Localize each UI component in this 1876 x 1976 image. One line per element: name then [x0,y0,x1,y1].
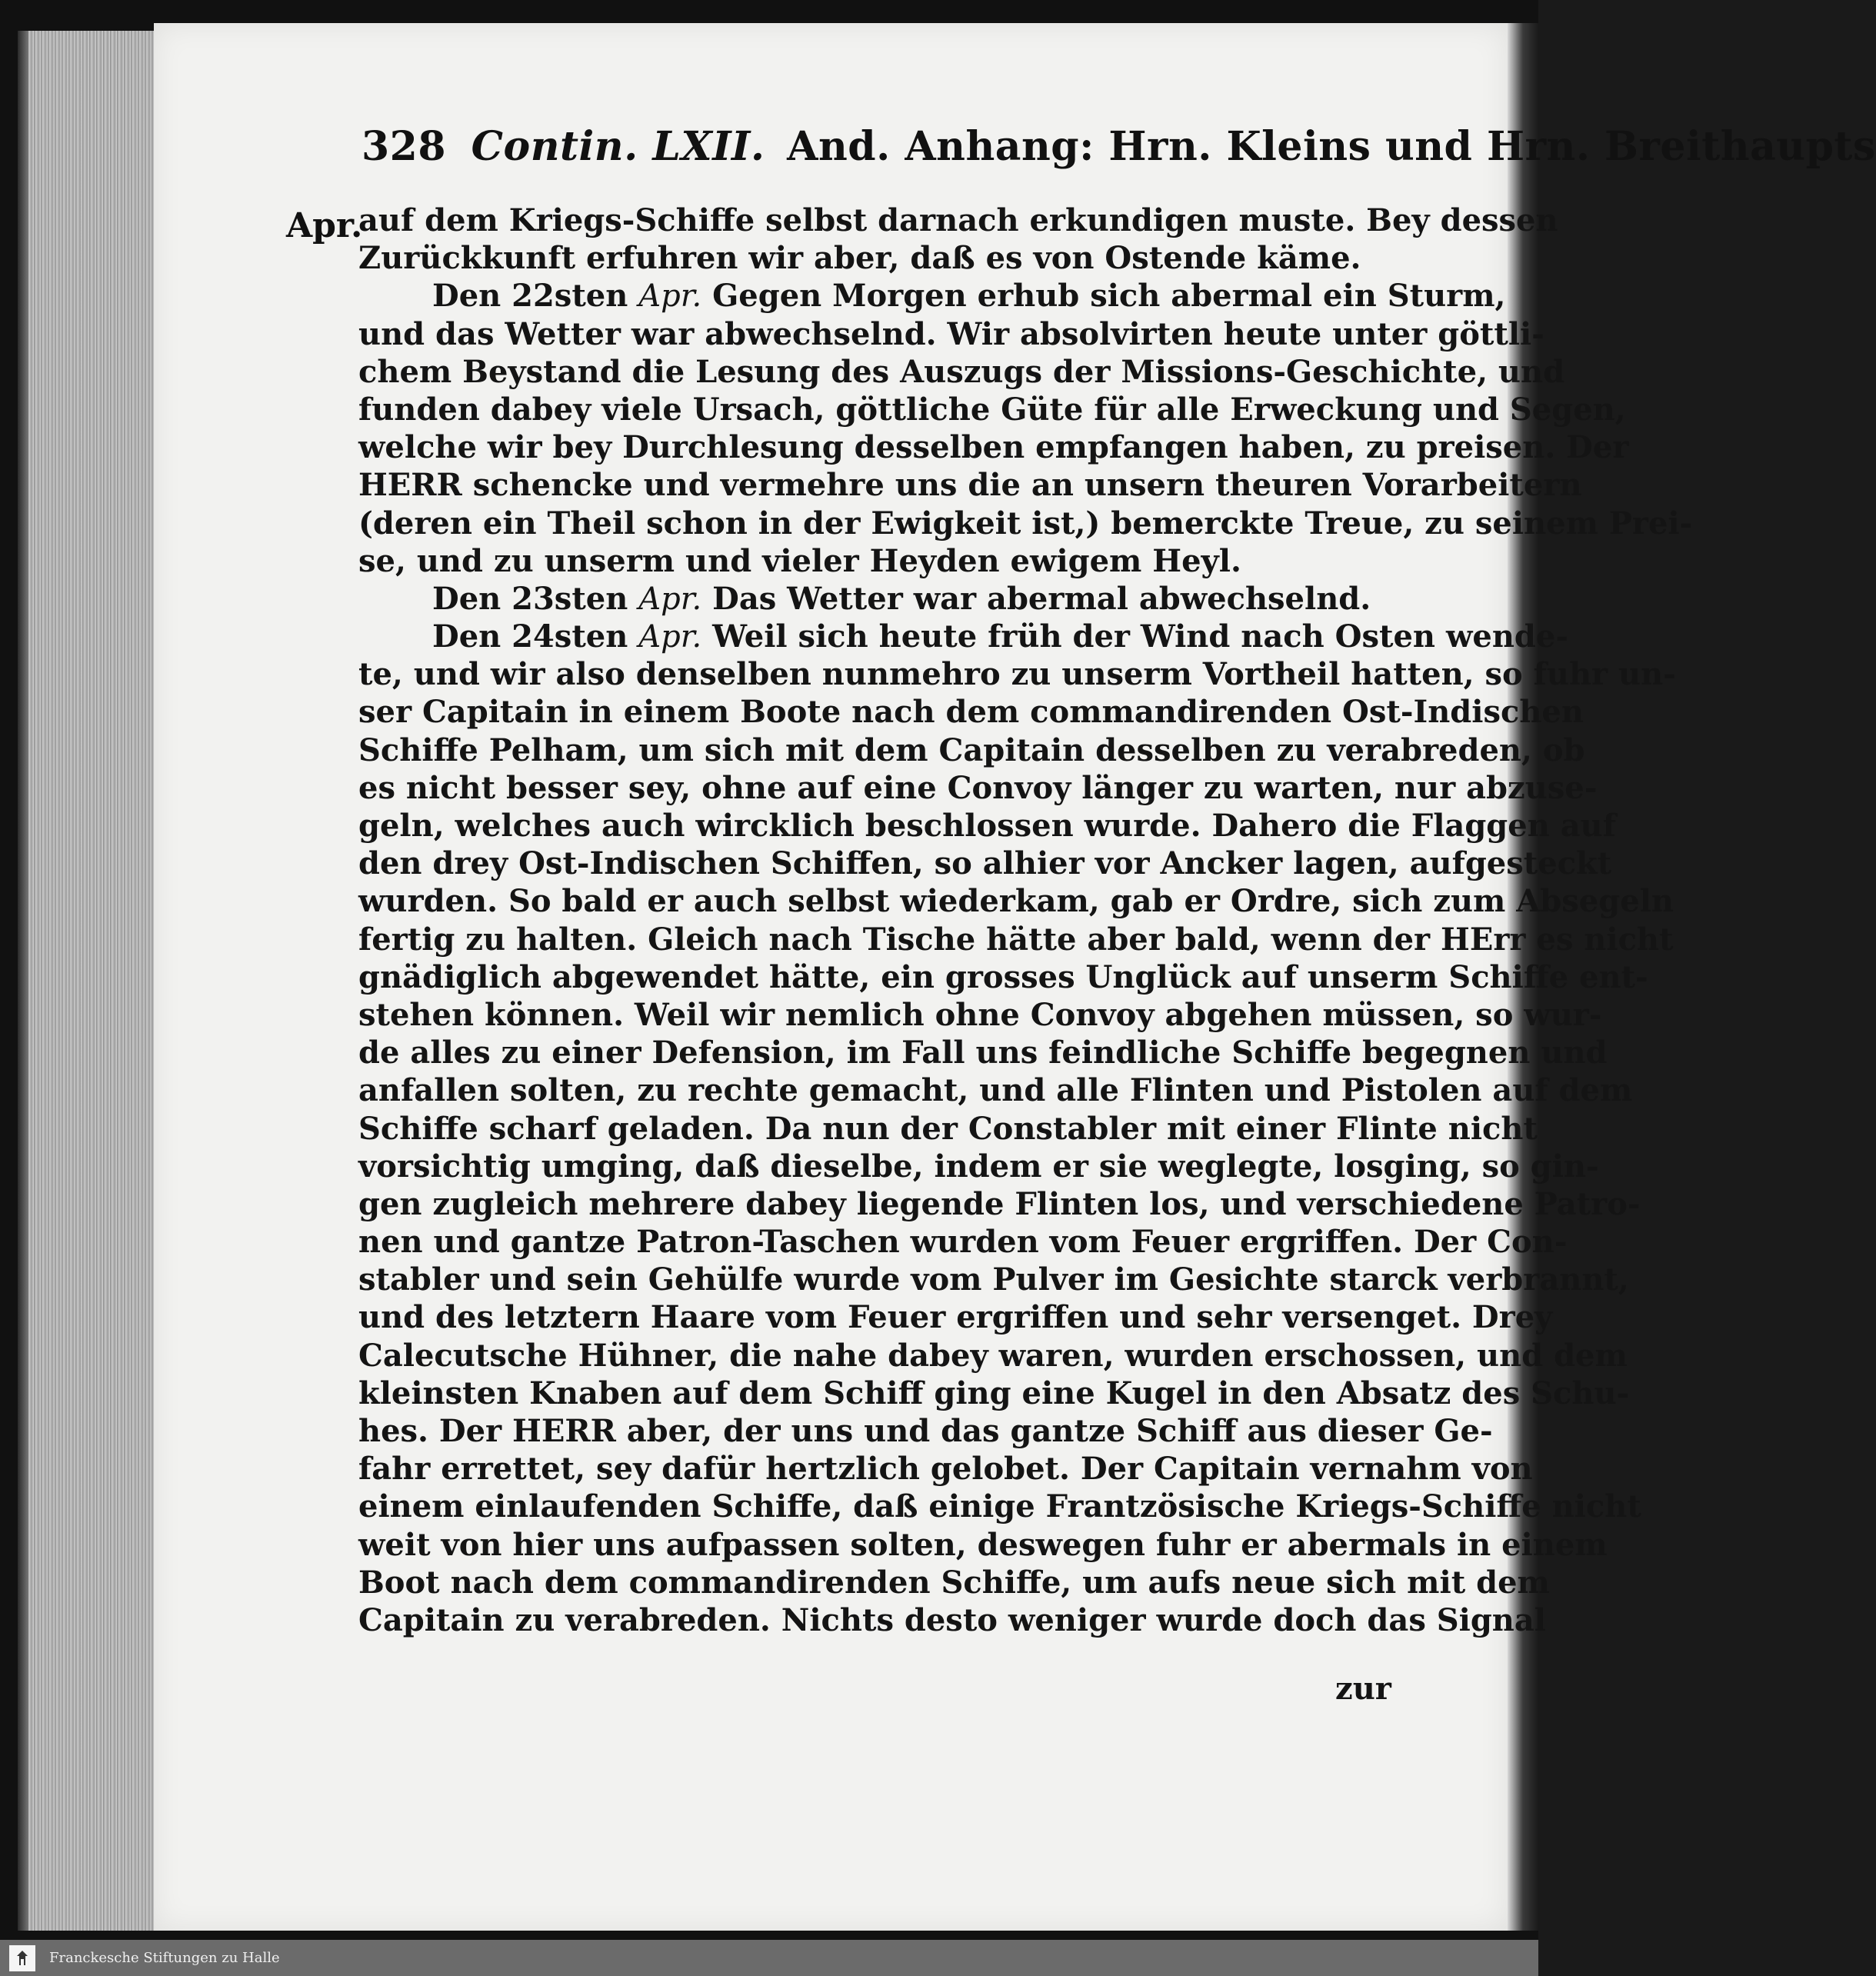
book-page-edges [27,31,155,1931]
text-line [358,769,1598,807]
text-line [358,277,1506,315]
text-line [358,845,1612,882]
text-line [358,315,1544,353]
text-segment: de alles zu einer Defension, im Fall uns feindliche Schiffe begegnen und [358,1035,1608,1071]
text-segment: anfallen solten, zu rechte gemacht, und alle Flinten und Pistolen auf dem [358,1072,1633,1109]
text-segment: es nicht besser sey, ohne auf eine Convoy länger zu warten, nur abzuse- [358,769,1598,806]
text-segment: se, und zu unserm und vieler Heyden ewigem Heyl. [358,542,1241,579]
text-segment: stabler und sein Gehülfe wurde vom Pulver im Gesichte starck verbrannt, [358,1261,1629,1298]
text-segment: chem Beystand die Lesung des Auszugs der Missions-Geschichte, und [358,353,1565,390]
text-segment: vorsichtig umging, daß dieselbe, indem er sie weglegte, losging, so gin- [358,1148,1599,1185]
text-segment: Weil sich heute früh der Wind nach Osten wende- [701,618,1568,655]
text-line [358,428,1629,466]
text-line [358,239,1389,277]
text-segment: hes. Der HERR aber, der uns und das gantze Schiff aus dieser Ge- [358,1413,1493,1449]
text-segment: auf dem Kriegs-Schiffe selbst darnach erkundigen muste. Bey dessen [358,202,1558,238]
text-line [358,391,1626,428]
text-segment: fertig zu halten. Gleich nach Tische hätte aber bald, wenn der HErr es nicht [358,921,1674,958]
text-line [358,1298,1553,1336]
text-line [358,466,1582,504]
text-segment: den drey Ost-Indischen Schiffen, so alhier vor Ancker lagen, aufgesteckt [358,845,1612,882]
footer-bar [0,1940,1538,1976]
text-line [358,353,1565,391]
text-segment: Den 22sten [432,278,639,315]
text-segment: gnädiglich abgewendet hätte, ein grosses Unglück auf unserm Schiffe ent- [358,958,1648,995]
running-head [362,123,1876,170]
text-line [358,1337,1628,1375]
text-segment: und das Wetter war abwechselnd. Wir absolvirten heute unter göttli- [358,315,1544,352]
continuation-label: Contin. LXII. [471,123,765,170]
page-number: 328 [362,123,447,170]
text-segment: (deren ein Theil schon in der Ewigkeit ist,) bemerckte Treue, zu seinem Prei- [358,505,1693,541]
text-segment: Gegen Morgen erhub sich abermal ein Sturm, [701,278,1506,315]
text-line [358,693,1584,731]
running-head-title: And. Anhang: Hrn. Kleins und Hrn. Breithaupts [787,123,1876,170]
text-segment: Den 24sten [432,618,639,655]
text-line [358,1261,1629,1298]
text-segment: ser Capitain in einem Boote nach dem commandirenden Ost-Indischen [358,694,1584,731]
text-segment: Calecutsche Hühner, die nahe dabey waren, wurden erschossen, und dem [358,1337,1628,1374]
text-segment: funden dabey viele Ursach, göttliche Güte für alle Erweckung und Segen, [358,391,1626,428]
footer-institution: Franckesche Stiftungen zu Halle [49,1950,280,1966]
text-segment: weit von hier uns aufpassen solten, deswegen fuhr er abermals in einem [358,1526,1608,1563]
text-line [358,1148,1599,1185]
text-segment: Capitain zu verabreden. Nichts desto weniger wurde doch das Signal [358,1601,1547,1638]
text-segment: kleinsten Knaben auf dem Schiff ging eine Kugel in den Absatz des Schu- [358,1375,1630,1411]
text-segment: Den 23sten [432,580,639,617]
text-segment: Schiffe Pelham, um sich mit dem Capitain desselben zu verabreden, ob [358,731,1585,768]
margin-note: Apr. [286,206,363,245]
text-line [358,1526,1608,1564]
text-line [358,542,1389,580]
foundation-logo-icon [9,1945,35,1971]
text-segment: und des letztern Haare vom Feuer ergriffen und sehr versenget. Drey [358,1299,1553,1336]
text-line [358,958,1648,996]
text-line [358,807,1616,845]
text-segment: HERR schencke und vermehre uns die an unsern theuren Vorarbeitern [358,467,1582,504]
text-segment: Schiffe scharf geladen. Da nun der Constabler mit einer Flinte nicht [358,1110,1538,1147]
text-segment: gen zugleich mehrere dabey liegende Flinten los, und verschiedene Patro- [358,1185,1641,1222]
text-line [358,1564,1550,1601]
text-line [358,1110,1538,1148]
text-line [358,1071,1633,1109]
text-segment: welche wir bey Durchlesung desselben empfangen haben, zu preisen. Der [358,429,1629,466]
text-line [358,1412,1493,1450]
text-segment: Zurückkunft erfuhren wir aber, daß es von Ostende käme. [358,240,1361,277]
text-line [358,731,1585,769]
text-line [358,1488,1641,1525]
text-line [358,882,1674,920]
text-line [358,1034,1608,1071]
text-line [358,1223,1568,1261]
text-line [358,921,1674,958]
text-segment: nen und gantze Patron-Taschen wurden vom Feuer ergriffen. Der Con- [358,1224,1568,1261]
text-line [358,1185,1641,1223]
text-segment: wurden. So bald er auch selbst wiederkam, gab er Ordre, sich zum Absegeln [358,883,1674,920]
text-segment: geln, welches auch wircklich beschlossen wurde. Dahero die Flaggen auf [358,808,1616,844]
text-line [358,505,1693,542]
text-segment: einem einlaufenden Schiffe, daß einige Frantzösische Kriegs-Schiffe nicht [358,1488,1641,1525]
text-line [358,1375,1630,1412]
text-line [358,1601,1547,1639]
text-segment: te, und wir also denselben nunmehro zu unserm Vortheil hatten, so fuhr un- [358,656,1676,693]
text-segment: stehen können. Weil wir nemlich ohne Convoy abgehen müssen, so wur- [358,996,1602,1033]
text-line [358,996,1602,1034]
text-line [358,1450,1533,1488]
latin-term: Apr. [638,278,702,315]
text-line [358,655,1676,693]
text-line [358,580,1389,618]
body-text [358,202,1693,1639]
text-line [358,618,1568,655]
latin-term: Apr. [638,619,702,655]
text-segment: Boot nach dem commandirenden Schiffe, um aufs neue sich mit dem [358,1564,1550,1601]
catchword: zur [1335,1671,1391,1707]
text-segment: fahr errettet, sey dafür hertzlich gelobet. Der Capitain vernahm von [358,1451,1533,1488]
text-line [358,202,1558,239]
text-segment: Das Wetter war abermal abwechselnd. [701,580,1371,617]
latin-term: Apr. [638,581,702,617]
